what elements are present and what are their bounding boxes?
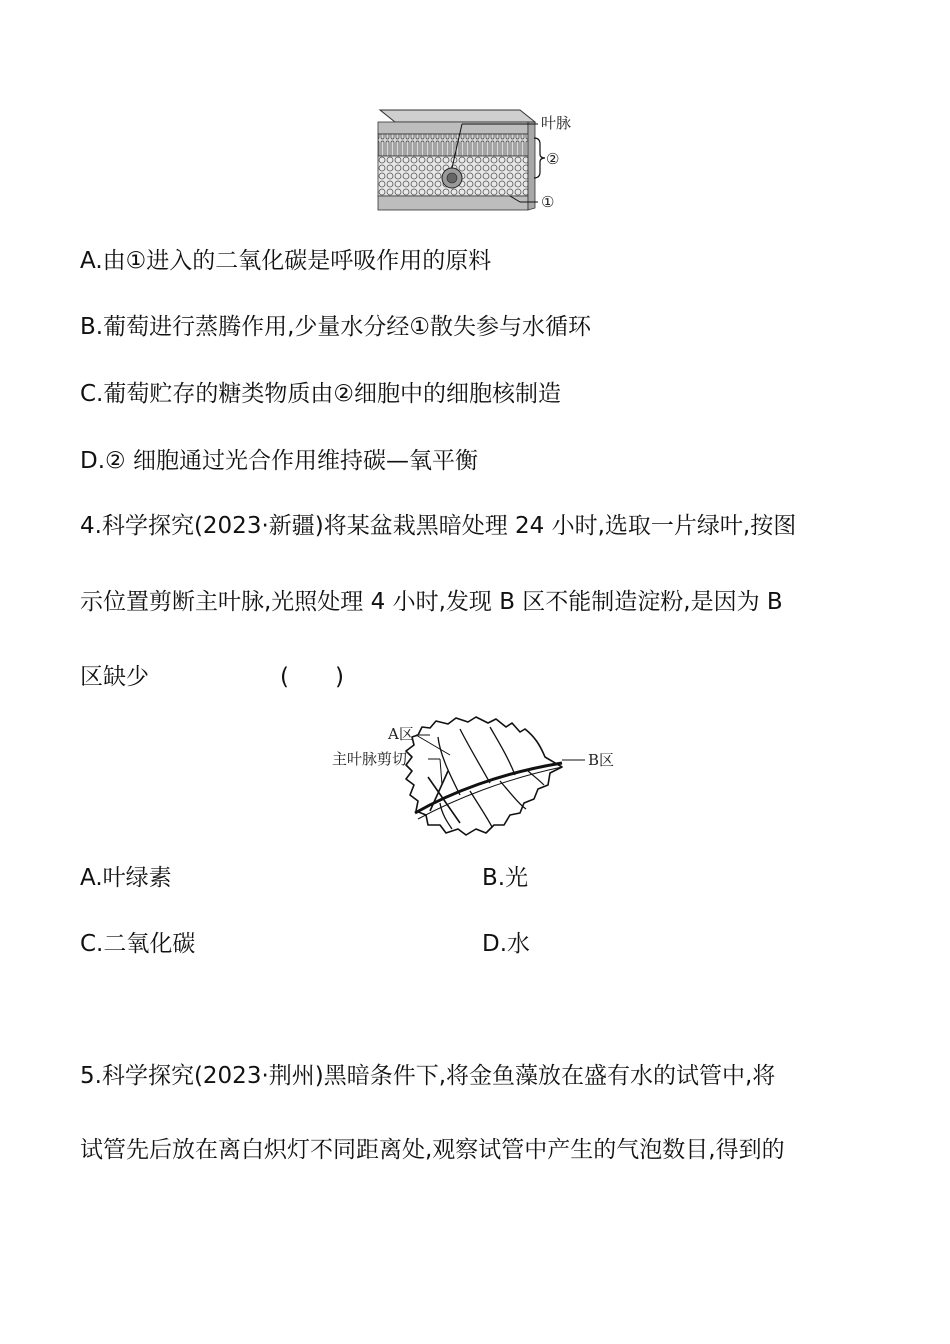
- q4-option-a: A.叶绿素: [80, 865, 172, 891]
- leaf-cross-section-drawing: [370, 100, 580, 230]
- q4-option-c: C.二氧化碳: [80, 931, 196, 957]
- label-area-a: A区: [388, 725, 414, 743]
- q5-text-line-2: 试管先后放在离白炽灯不同距离处,观察试管中产生的气泡数目,得到的: [80, 1137, 785, 1163]
- label-circle-1: ①: [541, 193, 555, 211]
- leaf-cross-section-figure: [370, 100, 580, 230]
- label-area-b: B区: [588, 751, 615, 769]
- q3-option-d: D.② 细胞通过光合作用维持碳—氧平衡: [80, 448, 478, 474]
- q4-option-d: D.水: [482, 931, 531, 957]
- q4-option-b: B.光: [482, 865, 529, 891]
- leaf-vein-cut-figure: [330, 715, 630, 845]
- leaf-drawing: [330, 715, 630, 845]
- q4-text-line-2: 示位置剪断主叶脉,光照处理 4 小时,发现 B 区不能制造淀粉,是因为 B: [80, 589, 783, 615]
- q4-answer-blank: ( ): [280, 664, 344, 690]
- q3-option-c: C.葡萄贮存的糖类物质由②细胞中的细胞核制造: [80, 381, 561, 407]
- q4-text-line-3: 区缺少: [80, 664, 149, 690]
- q3-option-b: B.葡萄进行蒸腾作用,少量水分经①散失参与水循环: [80, 314, 592, 340]
- label-vein: 叶脉: [541, 114, 572, 132]
- q4-text-line-1: 4.科学探究(2023·新疆)将某盆栽黑暗处理 24 小时,选取一片绿叶,按图: [80, 513, 797, 539]
- label-circle-2: ②: [546, 150, 560, 168]
- q5-text-line-1: 5.科学探究(2023·荆州)黑暗条件下,将金鱼藻放在盛有水的试管中,将: [80, 1063, 776, 1089]
- q3-option-a: A.由①进入的二氧化碳是呼吸作用的原料: [80, 248, 492, 274]
- label-main-vein-cut: 主叶脉剪切: [332, 750, 408, 768]
